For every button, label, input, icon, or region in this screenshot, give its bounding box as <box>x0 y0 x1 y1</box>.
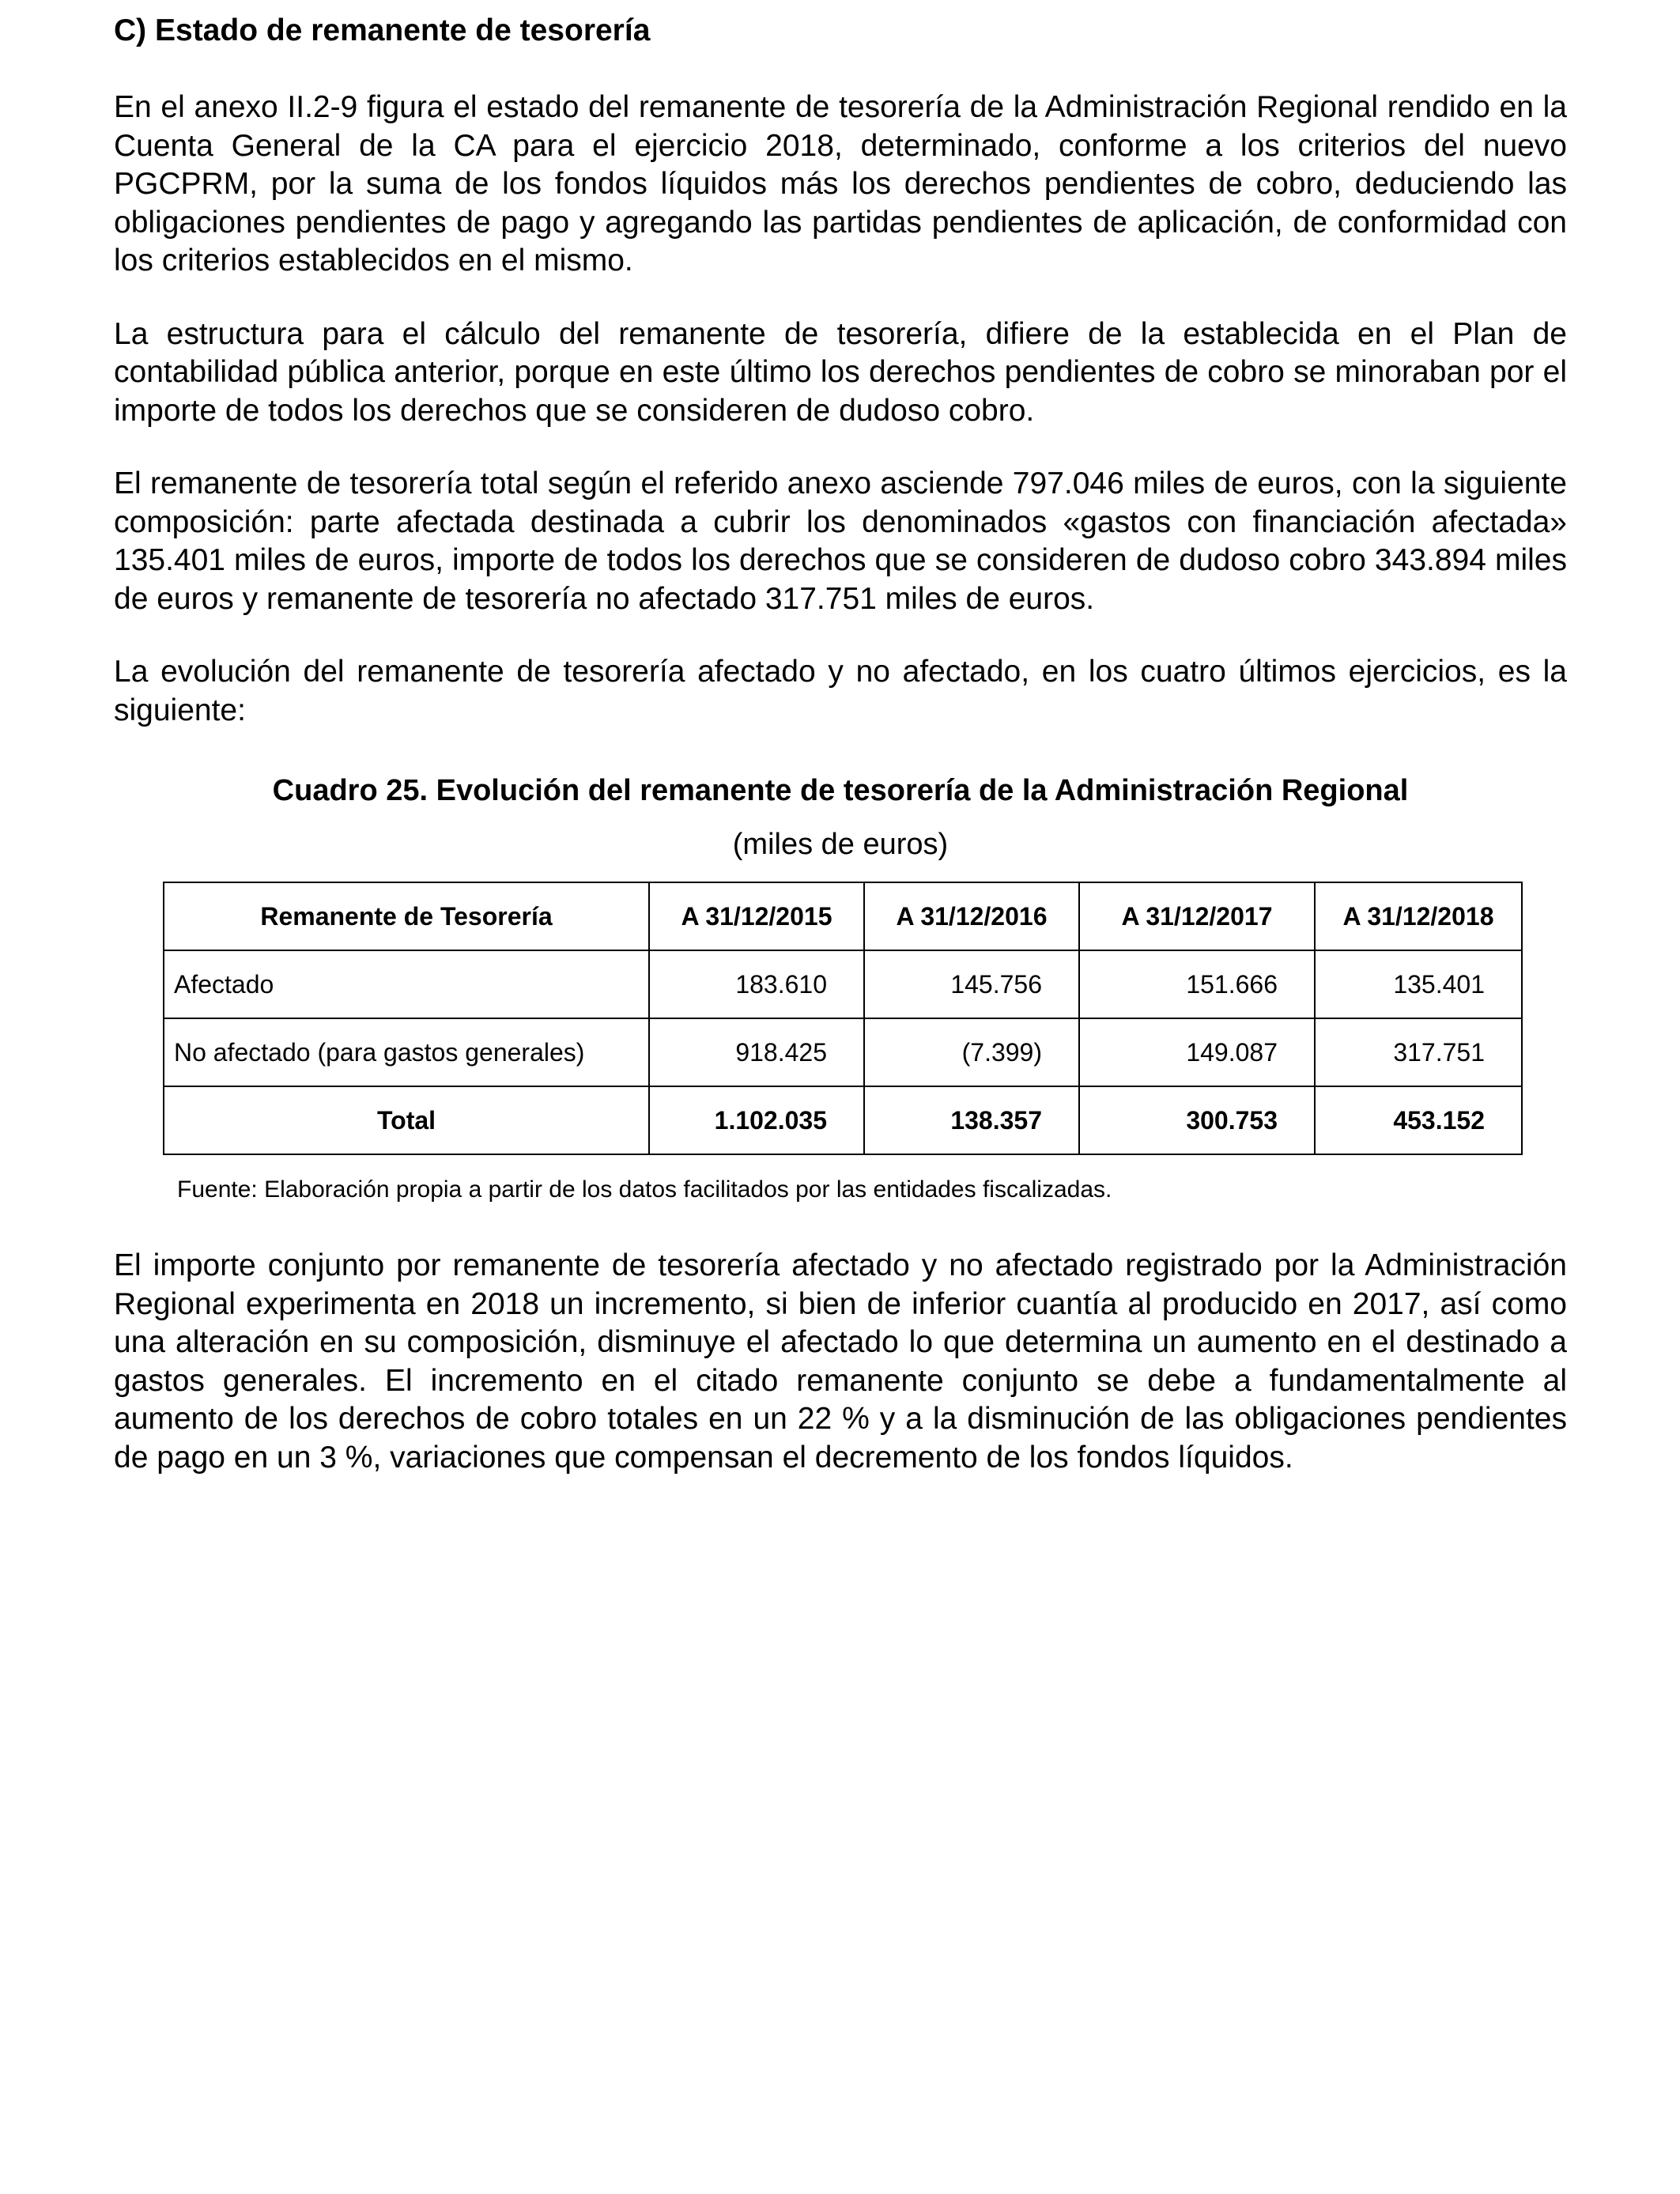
paragraph-1: En el anexo II.2-9 figura el estado del remanente de tesorería de la Administración Regional rendido en la Cuenta General de la CA para el ejercicio 2018, determinado, conforme a los criterios del nuevo PGCPRM, por la suma de los fondos líquidos más los derechos pendientes de cobro, deduciendo las obligaciones pendientes de pago y agregando las partidas pendientes de aplicación, de conformidad con los criterios establecidos en el mismo. <box>114 90 1567 278</box>
table-row <box>164 950 1522 1018</box>
table-cell: 138.357 <box>864 1086 1079 1154</box>
row-label: Afectado <box>164 950 649 1018</box>
table-units: (miles de euros) <box>732 828 949 861</box>
row-label: No afectado (para gastos generales) <box>164 1018 649 1086</box>
table-cell: (7.399) <box>864 1018 1079 1086</box>
table-row <box>164 1018 1522 1086</box>
table-cell: 145.756 <box>864 950 1079 1018</box>
table-cell: 453.152 <box>1315 1086 1522 1154</box>
column-header: A 31/12/2015 <box>649 882 864 950</box>
table-cell: 135.401 <box>1315 950 1522 1018</box>
table-caption: Cuadro 25. Evolución del remanente de tesorería de la Administración Regional <box>272 774 1409 807</box>
column-header: A 31/12/2016 <box>864 882 1079 950</box>
table-cell: 317.751 <box>1315 1018 1522 1086</box>
table-source-note: Fuente: Elaboración propia a partir de los datos facilitados por las entidades fiscalizadas. <box>177 1176 1112 1203</box>
table-header-row <box>164 882 1522 950</box>
paragraph-2: La estructura para el cálculo del remanente de tesorería, difiere de la establecida en el Plan de contabilidad pública anterior, porque en este último los derechos pendientes de cobro se minoraban por el importe de todos los derechos que se consideren de dudoso cobro. <box>114 316 1567 428</box>
table-cell: 151.666 <box>1079 950 1315 1018</box>
column-header: A 31/12/2018 <box>1315 882 1522 950</box>
paragraph-3: El remanente de tesorería total según el referido anexo asciende 797.046 miles de euros, con la siguiente composición: parte afectada destinada a cubrir los denominados «gastos con financiación afectada» 135.401 miles de euros, importe de todos los derechos que se consideren de dudoso cobro 343.894 miles de euros y remanente de tesorería no afectado 317.751 miles de euros. <box>114 466 1567 616</box>
table-cell: 300.753 <box>1079 1086 1315 1154</box>
column-header: Remanente de Tesorería <box>164 882 649 950</box>
table-cell: 1.102.035 <box>649 1086 864 1154</box>
table-cell: 183.610 <box>649 950 864 1018</box>
paragraph-4: La evolución del remanente de tesorería afectado y no afectado, en los cuatro últimos ejercicios, es la siguiente: <box>114 655 1567 727</box>
table-cell: 918.425 <box>649 1018 864 1086</box>
column-header: A 31/12/2017 <box>1079 882 1315 950</box>
document-page <box>114 11 1567 1477</box>
table-cell: 149.087 <box>1079 1018 1315 1086</box>
paragraph-5: El importe conjunto por remanente de tesorería afectado y no afectado registrado por la Administración Regional experimenta en 2018 un incremento, si bien de inferior cuantía al producido en 2017, así como una alteración en su composición, disminuye el afectado lo que determina un aumento en el destinado a gastos generales. El incremento en el citado remanente conjunto se debe a fundamentalmente al aumento de los derechos de cobro totales en un 22 % y a la disminución de las obligaciones pendientes de pago en un 3 %, variaciones que compensan el decremento de los fondos líquidos. <box>114 1248 1567 1475</box>
row-label: Total <box>164 1086 649 1154</box>
section-title: C) Estado de remanente de tesorería <box>114 13 651 47</box>
table-total-row <box>164 1086 1522 1154</box>
remanente-table <box>163 882 1523 1155</box>
